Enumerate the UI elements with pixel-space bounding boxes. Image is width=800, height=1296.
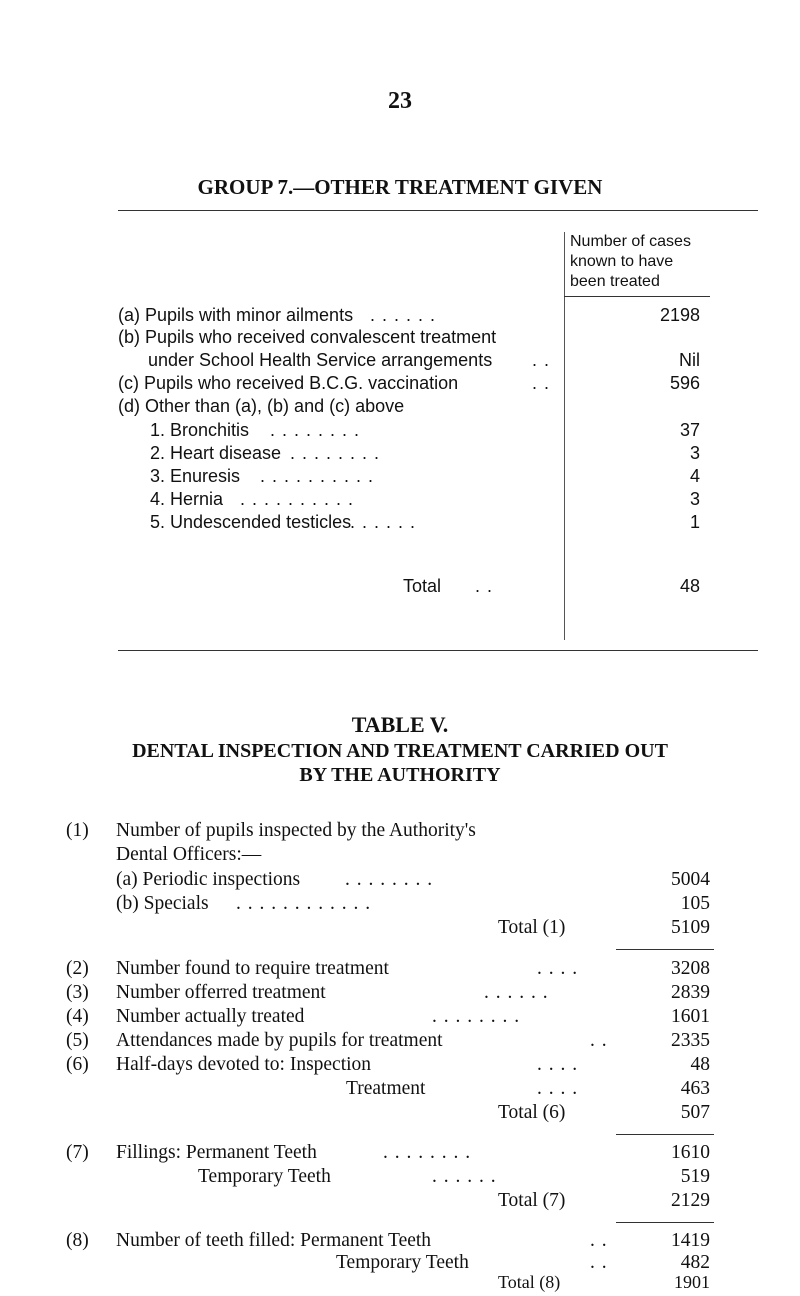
group7-row-d3: 3. Enuresis xyxy=(150,466,241,486)
s5-dots: . . xyxy=(590,1030,608,1051)
s1-rule xyxy=(616,949,714,950)
s6-label: Half-days devoted to: Inspection xyxy=(116,1054,372,1075)
s1-a-dots: . . . . . . . . xyxy=(345,869,434,890)
s7-rule xyxy=(616,1222,714,1223)
s7-number: (7) xyxy=(66,1142,89,1163)
s4-number: (4) xyxy=(66,1006,89,1027)
s1-line2: Dental Officers:— xyxy=(116,844,262,865)
s7-value1: 1610 xyxy=(671,1142,710,1163)
s1-a-value: 5004 xyxy=(671,869,710,890)
group7-row-a-dots: . . . . . . xyxy=(370,305,437,325)
s2-dots: . . . . xyxy=(537,958,579,979)
s8-value1: 1419 xyxy=(671,1230,710,1251)
group7-row-c-value: 596 xyxy=(669,373,700,393)
s8-label: Number of teeth filled: Permanent Teeth xyxy=(116,1230,432,1251)
s6-label2: Treatment xyxy=(346,1078,426,1099)
group7-row-d3-dots: . . . . . . . . . . xyxy=(260,466,375,486)
s8-total-value: 1901 xyxy=(674,1272,710,1292)
s1-total-value: 5109 xyxy=(671,917,710,938)
s5-label: Attendances made by pupils for treatment xyxy=(116,1030,443,1051)
group7-row-b: (b) Pupils who received convalescent treatment xyxy=(118,327,497,347)
group7-row-d1-dots: . . . . . . . . xyxy=(270,420,361,440)
s8-number: (8) xyxy=(66,1230,89,1251)
group7-row-d3-value: 4 xyxy=(689,466,700,486)
group7-row-c-dots: . . xyxy=(532,373,551,393)
s1-a-label: (a) Periodic inspections xyxy=(116,869,301,890)
group7-row-d: (d) Other than (a), (b) and (c) above xyxy=(118,396,405,416)
s4-dots: . . . . . . . . xyxy=(432,1006,521,1027)
s7-value2: 519 xyxy=(680,1166,710,1187)
s1-total-label: Total (1) xyxy=(498,917,566,938)
group7-row-d1: 1. Bronchitis xyxy=(150,420,250,440)
s7-total-label: Total (7) xyxy=(498,1190,566,1211)
group7-row-b-cont: under School Health Service arrangements xyxy=(148,350,493,370)
s7-label: Fillings: Permanent Teeth xyxy=(116,1142,317,1163)
group7-row-d4: 4. Hernia xyxy=(150,489,224,509)
s1-b-label: (b) Specials xyxy=(116,893,209,914)
s8-dots2: . . xyxy=(590,1252,608,1273)
group7-row-d1-value: 37 xyxy=(679,420,700,440)
table5-subtitle-line1: DENTAL INSPECTION AND TREATMENT CARRIED OUT xyxy=(132,740,668,762)
group7-row-c: (c) Pupils who received B.C.G. vaccination xyxy=(118,373,459,393)
s1-line1: Number of pupils inspected by the Authority's xyxy=(116,820,476,841)
group7-column-divider xyxy=(564,232,565,640)
group7-row-a-value: 2198 xyxy=(659,305,700,325)
group7-row-d2-value: 3 xyxy=(689,443,700,463)
group7-row-a: (a) Pupils with minor ailments xyxy=(118,305,354,325)
table5-subtitle-line2: BY THE AUTHORITY xyxy=(299,764,501,786)
s2-number: (2) xyxy=(66,958,89,979)
group7-top-rule xyxy=(118,210,758,211)
group7-row-d5-dots: . . . . . . xyxy=(350,512,417,532)
group7-row-d5-value: 1 xyxy=(689,512,700,532)
s3-value: 2839 xyxy=(671,982,710,1003)
group7-row-d2-dots: . . . . . . . . xyxy=(290,443,381,463)
s1-b-dots: . . . . . . . . . . . . xyxy=(236,893,372,914)
s2-value: 3208 xyxy=(671,958,710,979)
table5-title: TABLE V. xyxy=(351,712,449,737)
group7-column-header: Number of cases known to have been treated xyxy=(570,233,691,290)
s1-number: (1) xyxy=(66,820,89,841)
group7-bottom-rule xyxy=(118,650,758,651)
group7-total-value: 48 xyxy=(679,576,700,596)
page-number: 23 xyxy=(388,88,412,114)
s6-total-value: 507 xyxy=(680,1102,710,1123)
s5-value: 2335 xyxy=(671,1030,710,1051)
s7-label2: Temporary Teeth xyxy=(198,1166,331,1187)
s6-rule xyxy=(616,1134,714,1135)
group7-row-d5: 5. Undescended testicles xyxy=(150,512,352,532)
s6-dots1: . . . . xyxy=(537,1054,579,1075)
s7-total-value: 2129 xyxy=(671,1190,710,1211)
group7-header-rule xyxy=(564,296,710,297)
group7-title: GROUP 7.—OTHER TREATMENT GIVEN xyxy=(197,175,603,199)
s7-dots1: . . . . . . . . xyxy=(383,1142,472,1163)
s8-label2: Temporary Teeth xyxy=(336,1252,469,1273)
s3-dots: . . . . . . xyxy=(484,982,549,1003)
s8-value2: 482 xyxy=(680,1252,710,1273)
s7-dots2: . . . . . . xyxy=(432,1166,497,1187)
group7-row-b-dots: . . xyxy=(532,350,551,370)
s6-dots2: . . . . xyxy=(537,1078,579,1099)
group7-row-b-value: Nil xyxy=(679,350,700,370)
s6-total-label: Total (6) xyxy=(498,1102,566,1123)
s4-label: Number actually treated xyxy=(116,1006,305,1027)
group7-total-label: Total xyxy=(403,576,442,596)
group7-row-d4-dots: . . . . . . . . . . xyxy=(240,489,355,509)
s5-number: (5) xyxy=(66,1030,89,1051)
group7-row-d2: 2. Heart disease xyxy=(150,443,282,463)
s8-total-label: Total (8) xyxy=(498,1272,561,1292)
s3-number: (3) xyxy=(66,982,89,1003)
s2-label: Number found to require treatment xyxy=(116,958,389,979)
s4-value: 1601 xyxy=(671,1006,710,1027)
group7-total-dots: . . xyxy=(475,576,494,596)
s3-label: Number offerred treatment xyxy=(116,982,326,1003)
s1-b-value: 105 xyxy=(680,893,710,914)
s6-number: (6) xyxy=(66,1054,89,1075)
s6-value1: 48 xyxy=(690,1054,710,1075)
s8-dots1: . . xyxy=(590,1230,608,1251)
s6-value2: 463 xyxy=(680,1078,710,1099)
group7-row-d4-value: 3 xyxy=(689,489,700,509)
